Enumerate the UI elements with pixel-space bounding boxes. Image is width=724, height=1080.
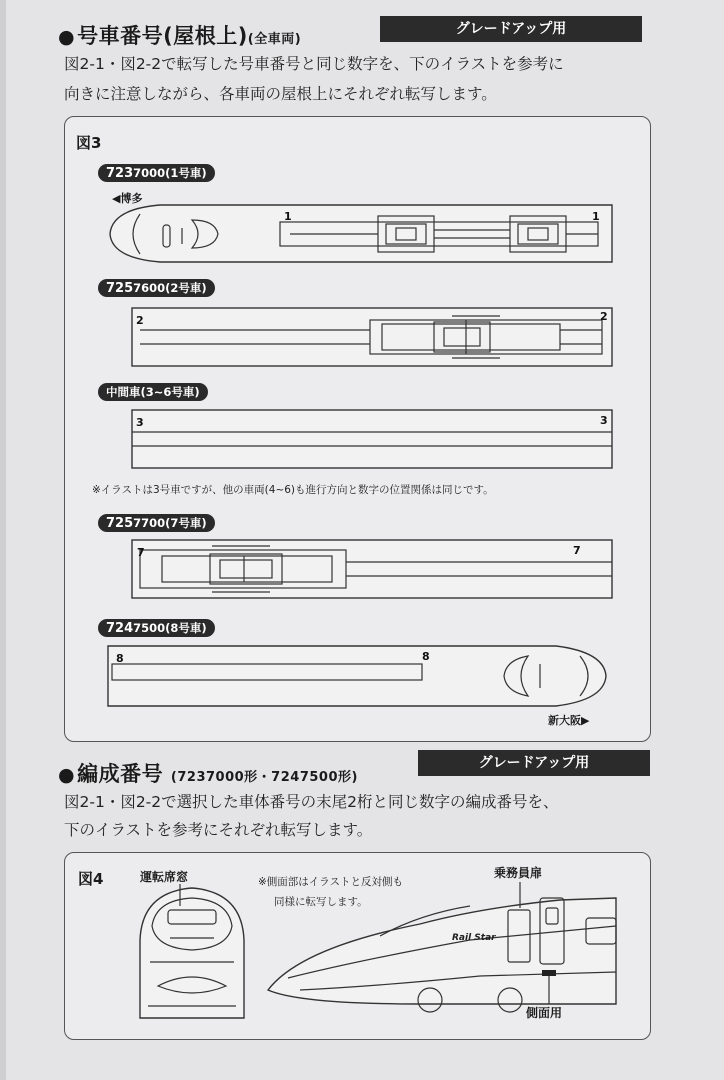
car7-number-right: 7 xyxy=(573,544,581,557)
figure4-label: 図4 xyxy=(78,870,104,888)
car1-number-right: 1 xyxy=(592,210,600,223)
section1-badge: グレードアップ用 xyxy=(380,16,642,42)
section2-para2: 下のイラストを参考にそれぞれ転写します。 xyxy=(64,821,373,839)
car2-number-left: 2 xyxy=(136,314,144,327)
section1-title: ●号車番号(屋根上)(全車両) xyxy=(58,24,302,48)
car7-number-left: 7 xyxy=(137,546,145,559)
direction-hakata: ◀博多 xyxy=(112,192,143,205)
cab-window-label: 運転席窓 xyxy=(140,870,189,884)
car8-number-left: 8 xyxy=(116,652,124,665)
car8-label: 7247500(8号車) xyxy=(98,619,215,637)
car3-number-right: 3 xyxy=(600,414,608,427)
figure3-footnote: ※イラストは3号車ですが、他の車両(4~6)も進行方向と数字の位置関係は同じです。 xyxy=(92,484,494,496)
car1-number-left: 1 xyxy=(284,210,292,223)
railstar-logo: Rail Star xyxy=(452,933,496,943)
direction-shinosaka: 新大阪▶ xyxy=(548,714,590,727)
car2-number-right: 2 xyxy=(600,310,608,323)
car8-number-right: 8 xyxy=(422,650,430,663)
figure3-label: 図3 xyxy=(76,134,102,152)
side-note-2: 同様に転写します。 xyxy=(274,896,368,908)
section2-badge: グレードアップ用 xyxy=(418,750,650,776)
section1-para2: 向きに注意しながら、各車両の屋根上にそれぞれ転写します。 xyxy=(64,85,497,103)
crew-door-label: 乗務員扉 xyxy=(494,866,543,880)
section2-title: ●編成番号 (7237000形・7247500形) xyxy=(58,762,358,786)
car2-label: 7257600(2号車) xyxy=(98,279,215,297)
side-note-1: ※側面部はイラストと反対側も xyxy=(258,876,403,888)
section1-para1: 図2-1・図2-2で転写した号車番号と同じ数字を、下のイラストを参考に xyxy=(64,55,564,73)
section2-para1: 図2-1・図2-2で選択した車体番号の末尾2桁と同じ数字の編成番号を、 xyxy=(64,793,559,811)
car1-label: 7237000(1号車) xyxy=(98,164,215,182)
car3-number-left: 3 xyxy=(136,416,144,429)
car7-label: 7257700(7号車) xyxy=(98,514,215,532)
car3-label: 中間車(3~6号車) xyxy=(98,383,208,401)
side-use-label: 側面用 xyxy=(526,1006,563,1020)
